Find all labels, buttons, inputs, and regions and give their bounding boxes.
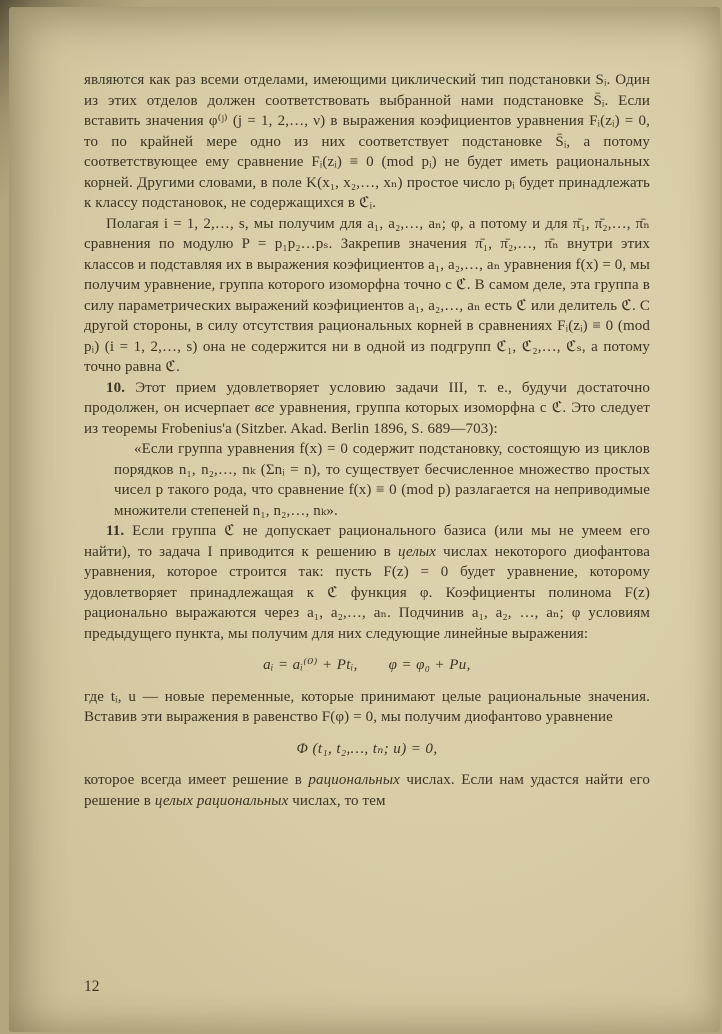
text-column xyxy=(84,70,650,811)
section-number: 11. xyxy=(106,523,125,539)
paragraph-text: Если группа ℭ не допускает рационального базиса (или мы не умеем его найти), то задача I приводится к решению в xyxy=(84,523,650,560)
emphasized-text: рациональных xyxy=(308,772,400,788)
emphasized-text: целых рациональных xyxy=(154,792,289,809)
formula-display-diophantine-equation: Φ (t₁, t₂,…, tₙ; u) = 0, xyxy=(296,740,438,757)
paragraph-text: которое всегда имеет решение в xyxy=(84,772,309,788)
section-number: 10. xyxy=(106,379,126,396)
page-surface xyxy=(9,7,720,1032)
paragraph-text: числах некоторого диофантова уравнения, которое строится так: пусть F(z) = 0 будет уравнение, которому удовлетворяет принадлежащая к ℭ функция φ. Коэфициенты полинома F(z) рационально выражаются через a₁, a₂,…, aₙ. Подчинив a₁, a₂, …, aₙ; φ условиям предыдущего пункта, мы получим для них следующие линейные выражения: xyxy=(84,543,650,642)
page-number: 12 xyxy=(84,978,100,995)
paragraph-text: числах, то тем xyxy=(288,792,386,809)
paragraph: Полагая i = 1, 2,…, s, мы получим для a₁, a₂,…, aₙ; φ, а потому и для π̄₁, π̄₂,…, π̄ₙ сравнения по модулю P = p₁p₂…pₛ. Закрепив значения π̄₁, π̄₂,…, π̄ₙ внутри этих классов и подставляя их в выражения коэфициентов a₁, a₂,…, aₙ уравнения f(x) = 0, мы получим уравнение, группа которого изоморфна точно с ℭ. В самом деле, эта группа в силу параметрических выражений коэфициентов a₁, a₂,…, aₙ есть ℭ или делитель ℭ. С другой стороны, в силу отсутствия рациональных корней в сравнениях Fᵢ(zᵢ) ≡ 0 (mod pᵢ) (i = 1, 2,…, s) она не содержится ни в одной из подгрупп ℭ₁, ℭ₂,…, ℭₛ, а потому точно равна ℭ. xyxy=(84,215,650,375)
paragraph xyxy=(84,770,650,811)
paragraph-section-10 xyxy=(84,378,650,440)
formula-display-linear-expressions: aᵢ = aᵢ⁽⁰⁾ + Ptᵢ, φ = φ₀ + Pu, xyxy=(263,657,471,673)
paragraph-text: Этот прием удовлетворяет условию задачи III, т. е., будучи достаточно продолжен, он исчерпает xyxy=(84,379,650,416)
paragraph: где tᵢ, u — новые переменные, которые принимают целые рациональные значения. Вставив эти выражения в равенство F(φ) = 0, мы получим диофантово уравнение xyxy=(84,688,650,725)
blockquote-frobenius-theorem: «Если группа уравнения f(x) = 0 содержит подстановку, состоящую из циклов порядков n₁, n₂,…, nₖ (Σnᵢ = n), то существует бесчисленное множество простых чисел p такого рода, что сравнение f(x) ≡ 0 (mod p) разлагается на неприводимые множители степеней n₁, n₂,…, nₖ». xyxy=(114,441,650,519)
paragraph-text: числах. Если нам удастся найти его решение в xyxy=(84,772,650,809)
emphasized-text: целых xyxy=(397,543,437,560)
emphasized-text: все xyxy=(254,400,275,416)
paragraph-text: уравнения, группа которых изоморфна с ℭ. Это следует из теоремы Frobenius'a (Sitzber. Akad. Berlin 1896, S. 689—703): xyxy=(84,400,650,437)
paragraph-continuation: являются как раз всеми отделами, имеющими циклический тип подстановки Sᵢ. Один из этих отделов должен соответствовать выбранной нами подстановке S̄ᵢ. Если вставить значения φ⁽ʲ⁾ (j = 1, 2,…, ν) в выражения коэфициентов уравнения Fᵢ(zᵢ) = 0, то по крайней мере одно из них соответствует подстановке S̄ᵢ, а потому соответствующее ему сравнение Fᵢ(zᵢ) ≡ 0 (mod pᵢ) не будет иметь рациональных корней. Другими словами, в поле K(x₁, x₂,…, xₙ) простое число pᵢ будет принадлежать к классу подстановок, не содержащихся в ℭᵢ. xyxy=(84,72,650,211)
paragraph-section-11 xyxy=(84,521,650,644)
